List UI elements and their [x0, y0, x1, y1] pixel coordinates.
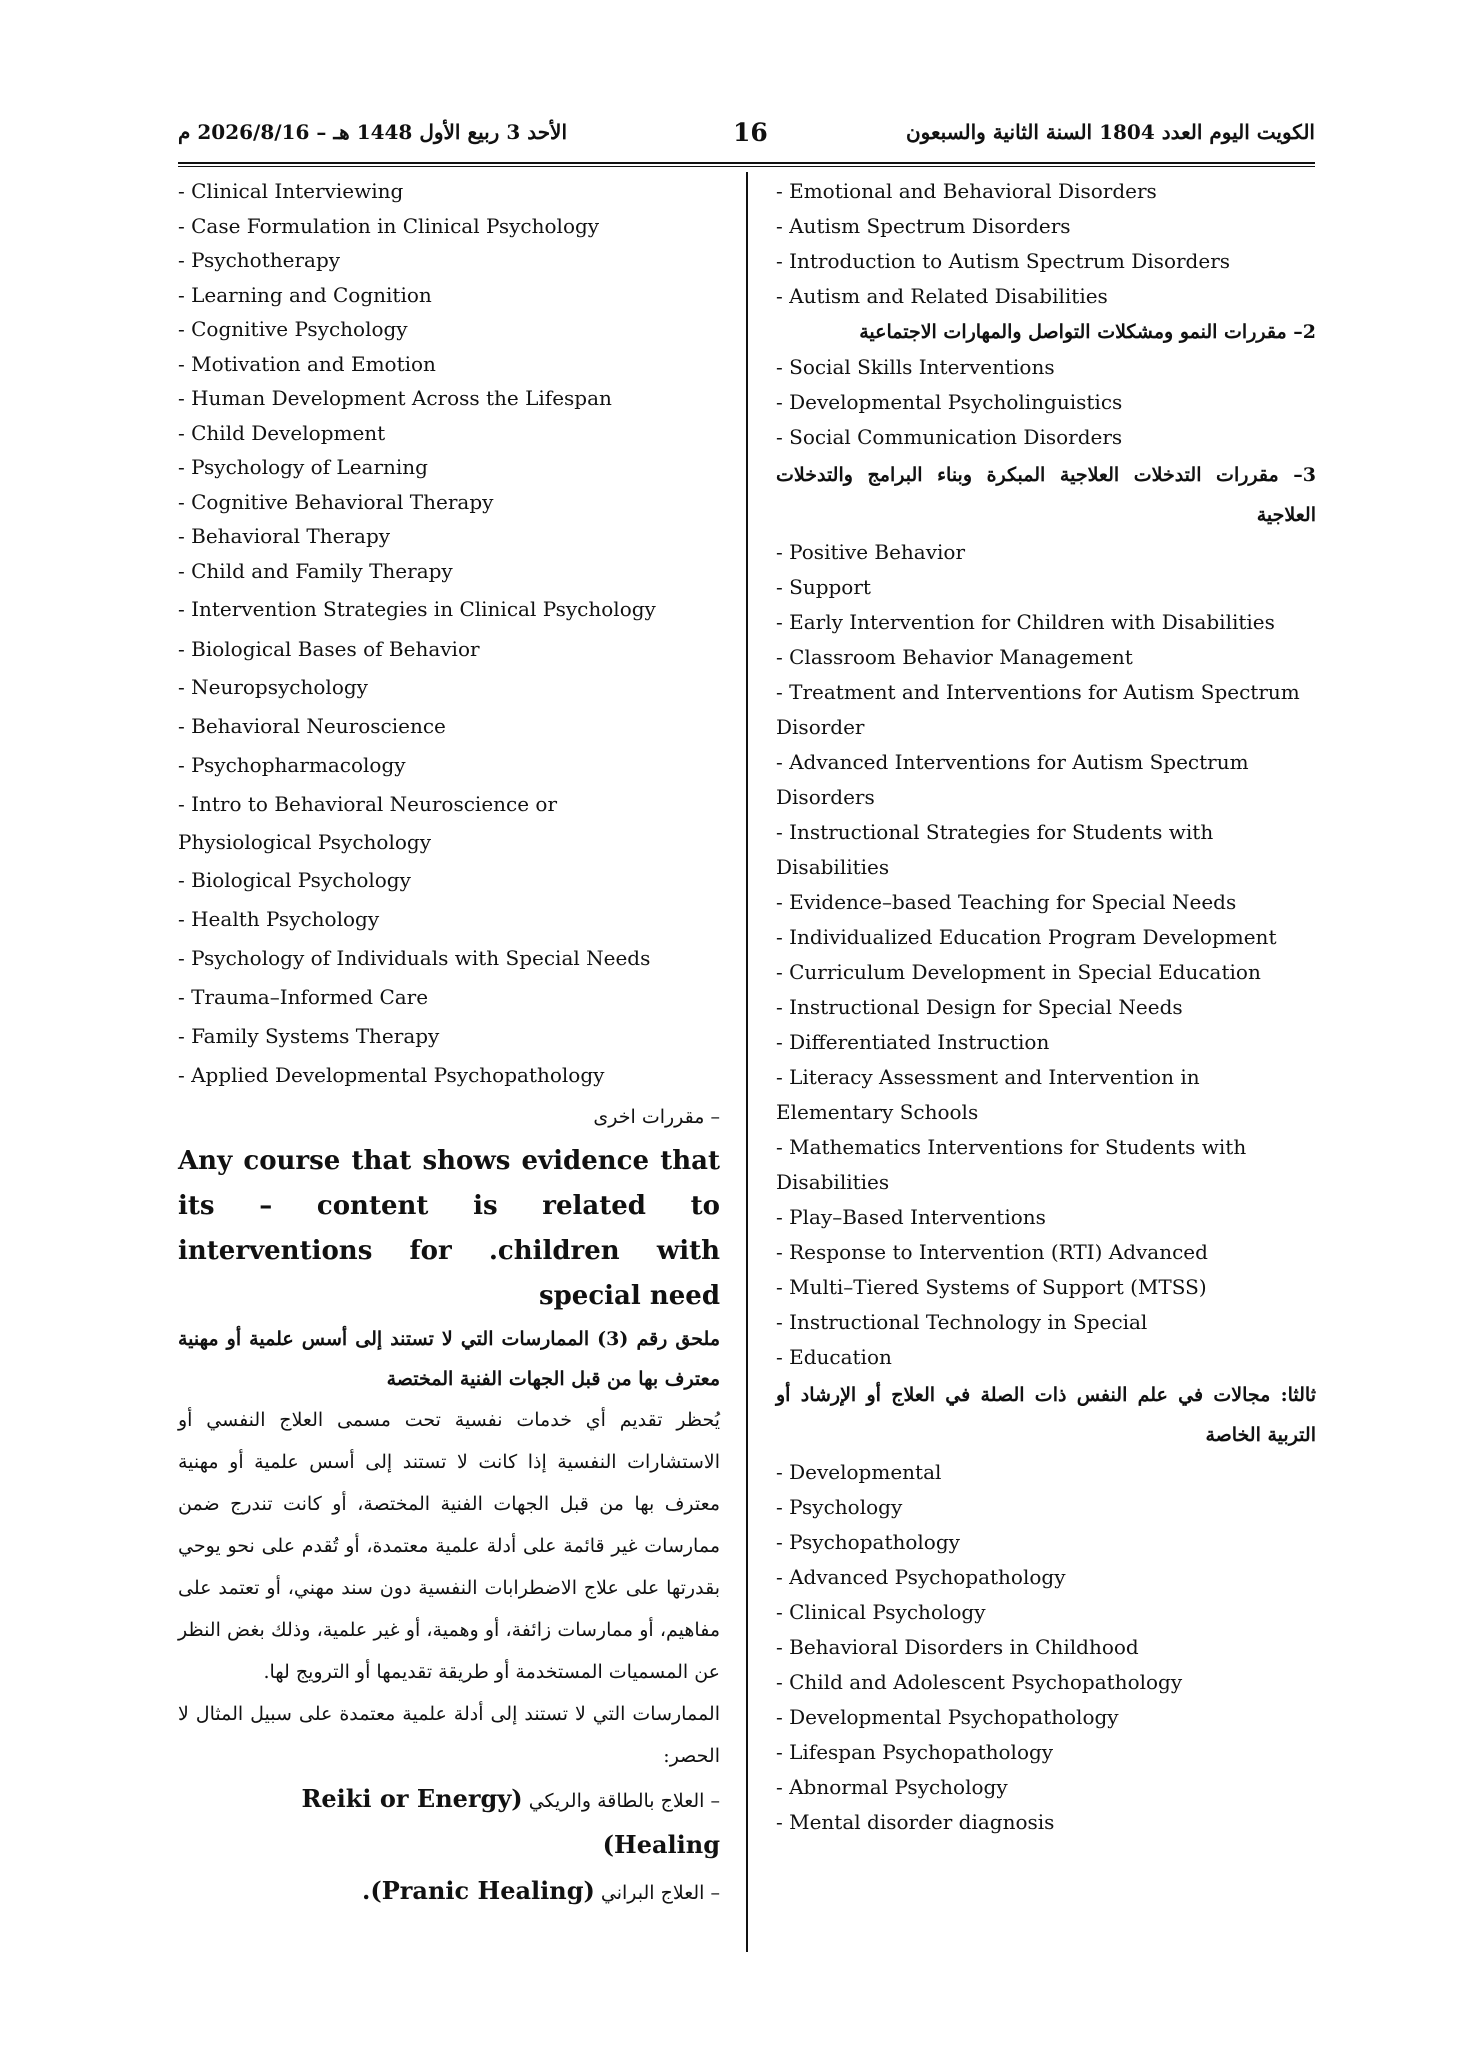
list-item: - Support: [776, 575, 871, 599]
list-item: - Instructional Design for Special Needs: [776, 995, 1183, 1019]
list-item: - Child and Family Therapy: [178, 558, 453, 583]
list-item: - Autism Spectrum Disorders: [776, 214, 1071, 238]
list-item: - Applied Developmental Psychopathology: [178, 1063, 605, 1087]
list-item: - Curriculum Development in Special Education: [776, 960, 1261, 984]
practice-reiki: [178, 1777, 720, 1869]
list-item: - Instructional Technology in Special: [776, 1310, 1148, 1334]
appendix-3-title: ملحق رقم (3) الممارسات التي لا تستند إلى أسس علمية أو مهنية معترف بها من قبل الجهات الفنية المختصة: [178, 1328, 720, 1390]
list-item: - Intro to Behavioral Neuroscience or Physiological Psychology: [178, 792, 558, 854]
section-heading-2: 2– مقررات النمو ومشكلات التواصل والمهارات الاجتماعية: [859, 321, 1316, 343]
gazette-issue-info: الكويت اليوم العدد 1804 السنة الثانية والسبعون: [905, 120, 1315, 144]
list-item: - Intervention Strategies in Clinical Psychology: [178, 597, 656, 621]
list-item: - Cognitive Psychology: [178, 317, 408, 341]
list-item: - Classroom Behavior Management: [776, 645, 1133, 669]
list-item: - Psychology of Individuals with Special Needs: [178, 946, 651, 970]
list-item: - Treatment and Interventions for Autism Spectrum Disorder: [776, 680, 1300, 739]
list-item: - Behavioral Disorders in Childhood: [776, 1635, 1139, 1659]
list-item: - Motivation and Emotion: [178, 351, 436, 376]
page-header: [178, 118, 1315, 158]
list-item: - Health Psychology: [178, 907, 380, 931]
list-item: - Behavioral Therapy: [178, 524, 391, 548]
list-item: - Lifespan Psychopathology: [776, 1740, 1054, 1764]
list-item: - Biological Psychology: [178, 868, 411, 892]
list-item: - Early Intervention for Children with Disabilities: [776, 610, 1275, 634]
list-item: - Multi–Tiered Systems of Support (MTSS): [776, 1275, 1207, 1299]
practice-reiki-ar: – العلاج بالطاقة والريكي: [528, 1790, 720, 1812]
list-item: - Clinical Interviewing: [178, 179, 404, 203]
section-heading-3: 3– مقررات التدخلات العلاجية المبكرة وبناء البرامج والتدخلات العلاجية: [776, 464, 1316, 526]
list-item: - Social Communication Disorders: [776, 425, 1123, 449]
section-heading-third: ثالثا: مجالات في علم النفس ذات الصلة في العلاج أو الإرشاد أو التربية الخاصة: [776, 1384, 1316, 1446]
list-item: - Learning and Cognition: [178, 282, 432, 307]
list-item: - Advanced Psychopathology: [776, 1565, 1066, 1589]
list-item: - Literacy Assessment and Intervention in Elementary Schools: [776, 1065, 1200, 1124]
practice-pranic-en: (Pranic Healing).: [362, 1876, 595, 1905]
list-item: - Psychology: [776, 1495, 903, 1519]
list-item: - Developmental Psycholinguistics: [776, 390, 1123, 414]
list-item: - Autism and Related Disabilities: [776, 284, 1108, 308]
list-item: - Individualized Education Program Development: [776, 925, 1277, 949]
issue-date: الأحد 3 ربيع الأول 1448 هـ – 2026/8/16 م: [178, 120, 568, 144]
list-item: - Emotional and Behavioral Disorders: [776, 179, 1157, 203]
practice-pranic-ar: – العلاج البراني: [600, 1882, 720, 1904]
list-item: - Developmental Psychopathology: [776, 1705, 1119, 1729]
practice-reiki-en: (Reiki or Energy Healing): [301, 1784, 720, 1859]
list-item: - Behavioral Neuroscience: [178, 714, 446, 738]
course-list-interventions: [776, 535, 1316, 1375]
list-item: - Child and Adolescent Psychopathology: [776, 1670, 1183, 1694]
list-item: - Family Systems Therapy: [178, 1024, 440, 1048]
any-course-note: Any course that shows evidence that its – content is related to interventions for .children with special need: [178, 1146, 720, 1311]
course-list-communication: [776, 350, 1316, 455]
course-list-autism: [776, 174, 1316, 314]
list-item: - Human Development Across the Lifespan: [178, 386, 612, 410]
list-item: - Psychotherapy: [178, 248, 341, 272]
page-number: 16: [733, 118, 768, 147]
list-item: - Psychopharmacology: [178, 753, 406, 777]
list-item: - Mental disorder diagnosis: [776, 1810, 1055, 1834]
left-column: [178, 174, 720, 1915]
list-item: - Psychology of Learning: [178, 455, 428, 479]
header-rule-thin: [178, 166, 1315, 167]
list-item: - Mathematics Interventions for Students with Disabilities: [776, 1135, 1247, 1194]
right-column: [776, 174, 1316, 1840]
list-item: - Social Skills Interventions: [776, 355, 1055, 379]
list-item: - Response to Intervention (RTI) Advanced: [776, 1240, 1208, 1264]
appendix-3-body: يُحظر تقديم أي خدمات نفسية تحت مسمى العلاج النفسي أو الاستشارات النفسية إذا كانت لا تستند إلى أسس علمية أو مهنية معترف بها من قبل الجهات الفنية المختصة، أو كانت تندرج ضمن ممارسات غير قائمة على أدلة علمية معتمدة، أو تُقدم على نحو يوحي بقدرتها على علاج الاضطرابات النفسية دون سند مهني، أو تعتمد على مفاهيم، أو ممارسات زائفة، أو وهمية، أو غير علمية، وذلك بغض النظر عن المسميات المستخدمة أو طريقة تقديمها أو الترويج لها.: [178, 1409, 720, 1683]
list-item: - Positive Behavior: [776, 540, 966, 564]
list-item: - Evidence–based Teaching for Special Needs: [776, 890, 1237, 914]
list-item: - Play–Based Interventions: [776, 1205, 1046, 1229]
list-item: - Differentiated Instruction: [776, 1030, 1050, 1054]
list-item: - Psychopathology: [776, 1530, 960, 1554]
other-courses-heading: – مقررات اخرى: [593, 1106, 720, 1128]
list-item: - Developmental: [776, 1460, 942, 1484]
practice-pranic: [178, 1869, 720, 1915]
list-item: - Biological Bases of Behavior: [178, 637, 480, 661]
practices-intro: الممارسات التي لا تستند إلى أدلة علمية معتمدة على سبيل المثال لا الحصر:: [178, 1703, 720, 1767]
list-item: - Trauma–Informed Care: [178, 985, 429, 1009]
list-item: - Child Development: [178, 420, 386, 445]
list-item: - Advanced Interventions for Autism Spectrum Disorders: [776, 750, 1249, 809]
list-item: - Education: [776, 1345, 892, 1369]
course-list-psychopathology: [776, 1455, 1316, 1840]
list-item: - Clinical Psychology: [776, 1600, 986, 1624]
list-item: - Neuropsychology: [178, 675, 368, 699]
list-item: - Case Formulation in Clinical Psychology: [178, 213, 600, 238]
header-rule: [178, 162, 1315, 164]
list-item: - Cognitive Behavioral Therapy: [178, 489, 494, 514]
course-list-clinical: [178, 174, 720, 1095]
list-item: - Introduction to Autism Spectrum Disorders: [776, 249, 1231, 273]
column-divider: [746, 172, 748, 1952]
list-item: - Instructional Strategies for Students with Disabilities: [776, 820, 1214, 879]
list-item: - Abnormal Psychology: [776, 1775, 1008, 1799]
